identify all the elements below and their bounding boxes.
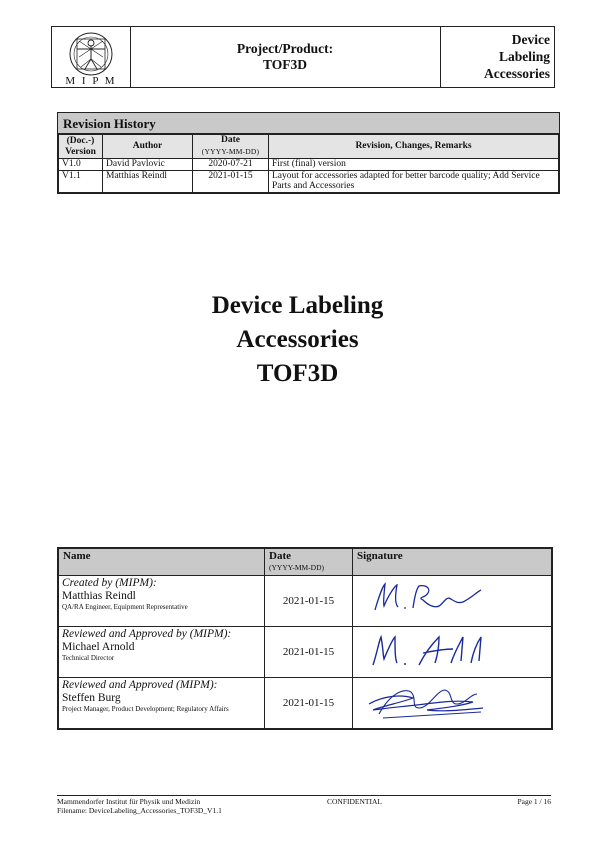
signer-name: Matthias Reindl — [62, 590, 136, 602]
col-version: (Doc.-) Version — [59, 135, 103, 159]
revision-history-title: Revision History — [58, 113, 559, 134]
table-row — [59, 627, 552, 678]
signer-role: Created by (MIPM): — [62, 577, 157, 589]
title-line: Accessories — [236, 326, 359, 353]
signer-cell — [59, 627, 265, 678]
table-row — [59, 170, 559, 192]
signer-role: Reviewed and Approved by (MIPM): — [62, 628, 232, 640]
signature-date: 2021-01-15 — [265, 576, 353, 627]
title-line: TOF3D — [256, 360, 339, 387]
project-name: TOF3D — [262, 57, 307, 72]
col-remarks: Revision, Changes, Remarks — [269, 135, 559, 159]
project-cell — [130, 27, 441, 87]
footer-classification: CONFIDENTIAL — [327, 797, 382, 806]
signature-cell — [353, 576, 552, 627]
project-label: Project/Product: — [236, 41, 334, 56]
col-date-label: Date — [269, 550, 291, 562]
cell-version: V1.0 — [59, 159, 103, 171]
cell-remarks: First (final) version — [269, 159, 559, 171]
header-title-line: Labeling — [498, 49, 550, 64]
page-header — [51, 26, 555, 88]
cell-author: Matthias Reindl — [103, 170, 193, 192]
signer-cell — [59, 576, 265, 627]
header-doc-title — [450, 31, 550, 82]
signer-position: QA/RA Engineer, Equipment Representative — [62, 603, 188, 611]
table-row — [59, 678, 552, 729]
footer-filename: Filename: DeviceLabeling_Accessories_TOF3D_V1.1 — [57, 806, 222, 815]
logo-letters: M I P M — [65, 75, 117, 87]
header-title-line: Device — [511, 32, 550, 47]
table-row — [59, 159, 559, 171]
cell-remarks: Layout for accessories adapted for better barcode quality; Add Service Parts and Accessories — [269, 170, 559, 192]
signature-table — [57, 547, 553, 730]
signer-cell — [59, 678, 265, 729]
mipm-logo — [52, 27, 131, 87]
title-line: Device Labeling — [211, 292, 384, 319]
signature-date: 2021-01-15 — [265, 627, 353, 678]
cell-date: 2021-01-15 — [193, 170, 269, 192]
cell-date: 2020-07-21 — [193, 159, 269, 171]
col-date-format: (YYYY-MM-DD) — [201, 147, 260, 156]
cell-author: David Pavlovic — [103, 159, 193, 171]
signature-cell — [353, 678, 552, 729]
signer-position: Project Manager, Product Development; Regulatory Affairs — [62, 705, 229, 713]
signer-name: Michael Arnold — [62, 641, 135, 653]
signer-name: Steffen Burg — [62, 692, 121, 704]
col-date — [193, 135, 269, 159]
signature-header-row — [59, 549, 552, 576]
handwritten-signature-icon — [353, 627, 543, 672]
col-author: Author — [103, 135, 193, 159]
table-row — [59, 576, 552, 627]
header-title-line: Accessories — [484, 66, 550, 81]
footer-left — [57, 797, 222, 815]
footer-page-number: Page 1 / 16 — [517, 797, 551, 806]
col-signature: Signature — [353, 549, 552, 576]
signature-date: 2021-01-15 — [265, 678, 353, 729]
signer-position: Technical Director — [62, 654, 115, 662]
handwritten-signature-icon — [353, 678, 543, 723]
document-title — [0, 289, 595, 391]
col-name: Name — [59, 549, 265, 576]
col-date-format: (YYYY-MM-DD) — [269, 563, 324, 572]
signature-cell — [353, 627, 552, 678]
signer-role: Reviewed and Approved (MIPM): — [62, 679, 218, 691]
revision-history-table — [57, 112, 560, 194]
revision-header-row — [59, 135, 559, 159]
page-footer — [57, 795, 551, 815]
footer-company: Mammendorfer Institut für Physik und Medizin — [57, 797, 201, 806]
cell-version: V1.1 — [59, 170, 103, 192]
handwritten-signature-icon — [353, 576, 543, 621]
col-date — [265, 549, 353, 576]
col-date-label: Date — [221, 135, 240, 145]
